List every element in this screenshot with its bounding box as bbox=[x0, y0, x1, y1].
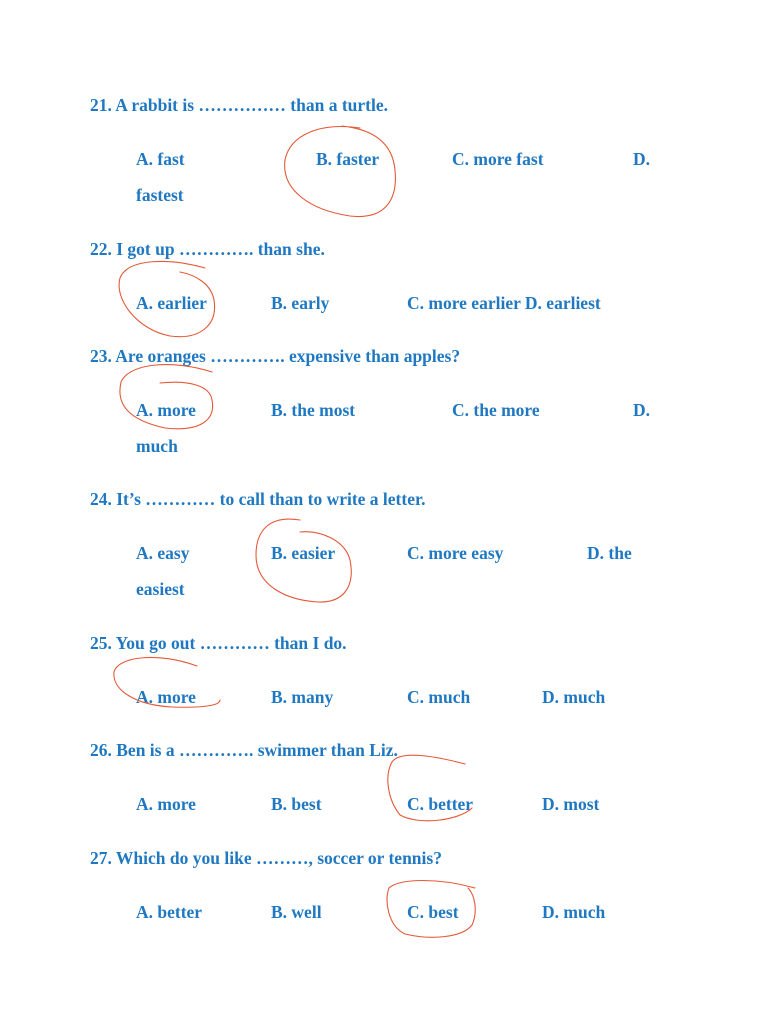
q21-option-c: C. more fast bbox=[452, 149, 544, 169]
q22-option-cd: C. more earlier D. earliest bbox=[407, 293, 601, 313]
q22-option-a: A. earlier bbox=[136, 293, 207, 313]
q25-option-b: B. many bbox=[271, 687, 334, 707]
question-24-stem: 24. It’s ………… to call than to write a letter. bbox=[90, 489, 426, 509]
question-22-stem: 22. I got up …………. than she. bbox=[90, 239, 325, 259]
q26-option-a: A. more bbox=[136, 794, 196, 814]
q23-option-d: D. bbox=[633, 400, 651, 420]
q21-answer-circle bbox=[285, 126, 396, 217]
question-26-stem: 26. Ben is a …………. swimmer than Liz. bbox=[90, 740, 398, 760]
q24-option-d: D. the bbox=[587, 543, 632, 563]
q23-option-c: C. the more bbox=[452, 400, 540, 420]
q23-option-d-wrap: much bbox=[136, 436, 178, 456]
question-23-stem: 23. Are oranges …………. expensive than apples? bbox=[90, 346, 461, 366]
q25-option-a: A. more bbox=[136, 687, 196, 707]
q21-option-d-wrap: fastest bbox=[136, 185, 184, 205]
q25-option-d: D. much bbox=[542, 687, 606, 707]
q24-option-c: C. more easy bbox=[407, 543, 504, 563]
q27-option-d: D. much bbox=[542, 902, 606, 922]
q21-option-b: B. faster bbox=[316, 149, 380, 169]
q26-option-c: C. better bbox=[407, 794, 474, 814]
q26-option-b: B. best bbox=[271, 794, 322, 814]
q24-option-d-wrap: easiest bbox=[136, 579, 185, 599]
q27-option-c: C. best bbox=[407, 902, 459, 922]
question-25-stem: 25. You go out ………… than I do. bbox=[90, 633, 347, 653]
q23-option-b: B. the most bbox=[271, 400, 356, 420]
q21-option-a: A. fast bbox=[136, 149, 185, 169]
q24-option-b: B. easier bbox=[271, 543, 336, 563]
q27-option-b: B. well bbox=[271, 902, 322, 922]
q24-option-a: A. easy bbox=[136, 543, 190, 563]
q22-option-b: B. early bbox=[271, 293, 330, 313]
question-21-stem: 21. A rabbit is …………… than a turtle. bbox=[90, 95, 389, 115]
q26-option-d: D. most bbox=[542, 794, 600, 814]
q21-option-d: D. bbox=[633, 149, 651, 169]
q27-option-a: A. better bbox=[136, 902, 203, 922]
question-27-stem: 27. Which do you like ………, soccer or tennis? bbox=[90, 848, 442, 868]
q23-option-a: A. more bbox=[136, 400, 196, 420]
q25-option-c: C. much bbox=[407, 687, 471, 707]
